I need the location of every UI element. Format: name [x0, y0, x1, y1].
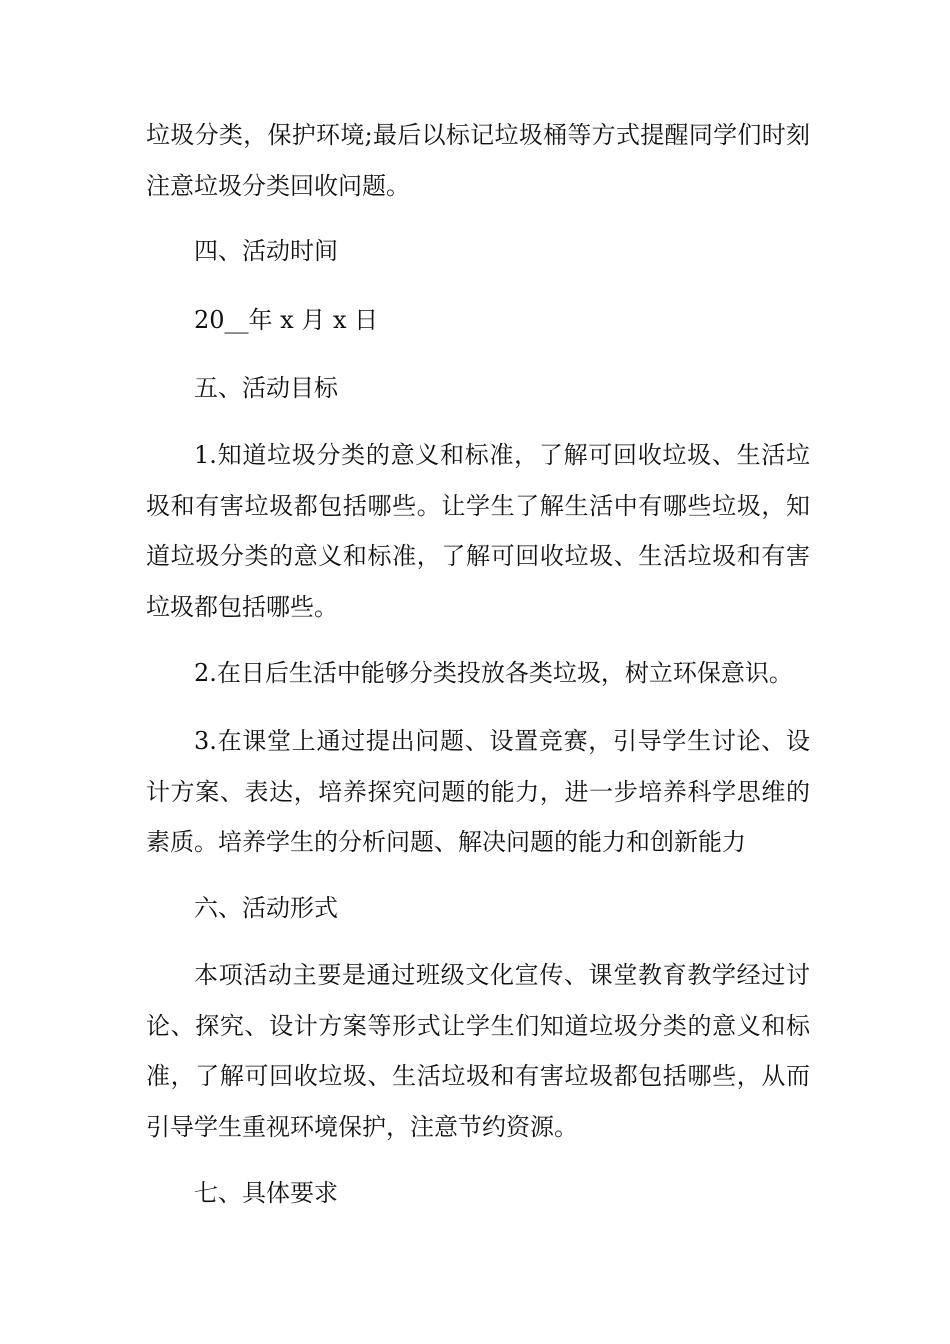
paragraph-continuation: 垃圾分类，保护环境;最后以标记垃圾桶等方式提醒同学们时刻注意垃圾分类回收问题。	[146, 121, 810, 200]
goal-item-2: 2.在日后生活中能够分类投放各类垃圾，树立环保意识。	[194, 659, 793, 687]
section-heading-requirements: 七、具体要求	[194, 1179, 338, 1207]
section-heading-activity-time: 四、活动时间	[194, 237, 338, 265]
section-heading-activity-form: 六、活动形式	[194, 894, 338, 922]
goal-item-1: 1.知道垃圾分类的意义和标准，了解可回收垃圾、生活垃圾和有害垃圾都包括哪些。让学生了解生活中有哪些垃圾，知道垃圾分类的意义和标准，了解可回收垃圾、生活垃圾和有害垃圾都包括哪些。	[146, 441, 810, 621]
activity-form-paragraph: 本项活动主要是通过班级文化宣传、课堂教育教学经过讨论、探究、设计方案等形式让学生们知道垃圾分类的意义和标准，了解可回收垃圾、生活垃圾和有害垃圾都包括哪些，从而引导学生重视环境保护，注意节约资源。	[146, 961, 810, 1141]
goal-item-3: 3.在课堂上通过提出问题、设置竞赛，引导学生讨论、设计方案、表达，培养探究问题的能力，进一步培养科学思维的素质。培养学生的分析问题、解决问题的能力和创新能力	[146, 727, 810, 856]
activity-date: 20__年 x 月 x 日	[194, 306, 379, 334]
section-heading-activity-goals: 五、活动目标	[194, 374, 338, 402]
